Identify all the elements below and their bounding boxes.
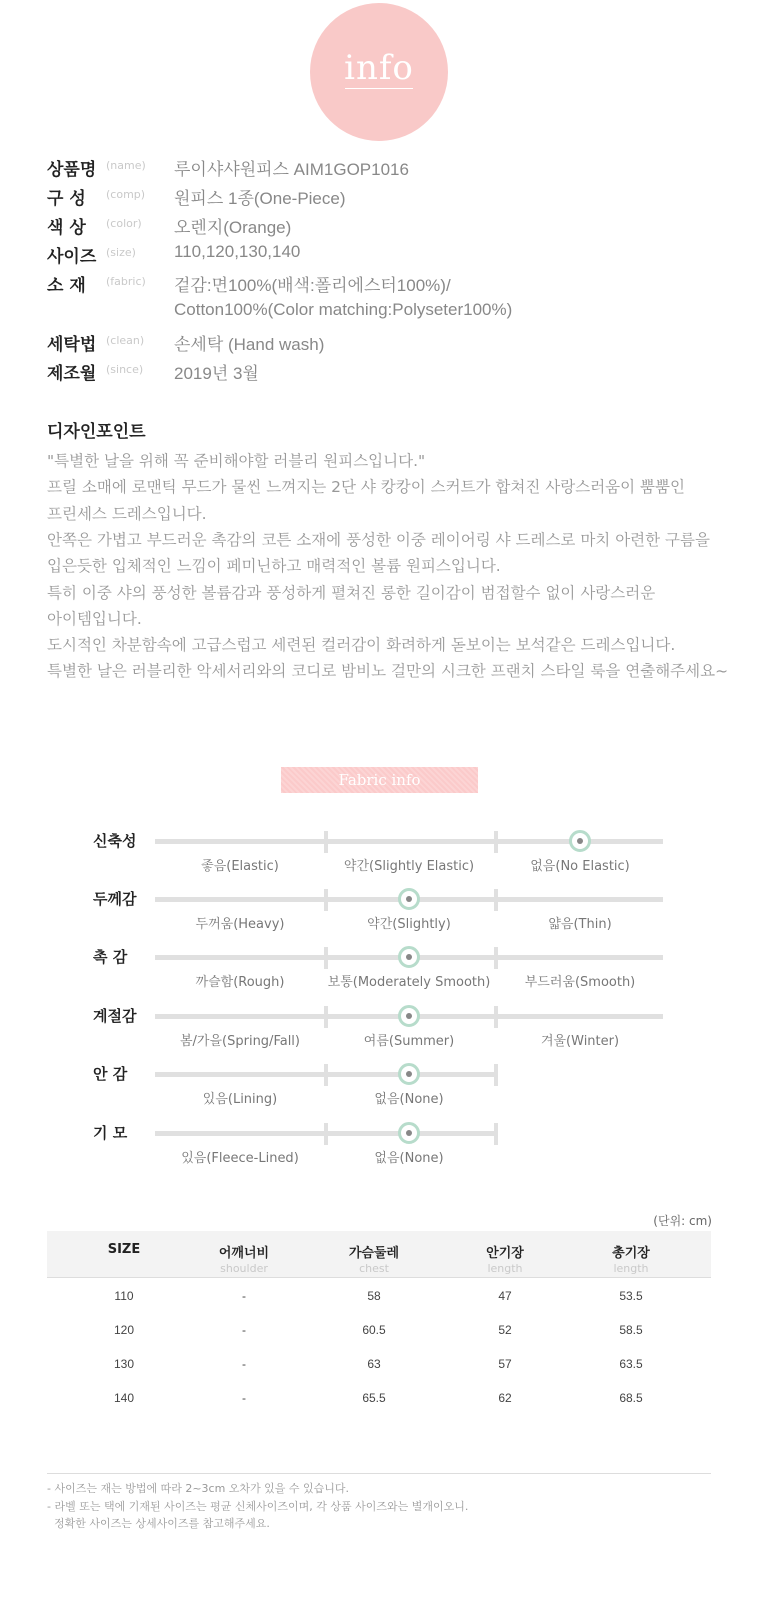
spec-sub-label: (clean) — [106, 334, 145, 347]
fabric-tick — [494, 889, 498, 911]
spec-value: 겉감:면100%(배색:폴리에스터100%)/ — [174, 276, 451, 295]
size-table-header-cell — [59, 1242, 189, 1257]
fabric-option: 보통(Moderately Smooth) — [327, 975, 491, 990]
header-label: 안기장 — [486, 1246, 524, 1261]
design-point-line: 입은듯한 입체적인 느낌이 페미닌하고 매력적인 볼륨 원피스입니다. — [47, 557, 501, 576]
table-cell: 58.5 — [619, 1323, 643, 1337]
header-label: 어깨너비 — [218, 1246, 270, 1261]
table-cell: - — [242, 1289, 246, 1303]
table-cell: - — [242, 1323, 246, 1337]
size-note: - 라벨 또는 택에 기재된 사이즈는 평균 신체사이즈이며, 각 상품 사이즈와는 별개이오니. — [47, 1499, 469, 1513]
spec-value: 110,120,130,140 — [174, 242, 301, 261]
fabric-tick — [324, 1006, 328, 1028]
table-cell: 63 — [367, 1357, 381, 1371]
header-sub-label: length — [487, 1262, 523, 1275]
spec-label: 사이즈 — [47, 247, 97, 267]
fabric-option: 좋음(Elastic) — [201, 859, 279, 874]
table-cell: 130 — [113, 1357, 135, 1371]
spec-value: 2019년 3월 — [174, 364, 259, 383]
spec-sub-label: (comp) — [106, 188, 146, 201]
header-sub-label: chest — [359, 1262, 389, 1275]
design-point-line: 특별한 날은 러블리한 악세서리와의 코디로 밤비노 걸만의 시크한 프랜치 스타일 룩을 연출해주세요~ — [47, 662, 729, 681]
table-cell: 53.5 — [619, 1289, 643, 1303]
spec-label: 색 상 — [47, 218, 86, 238]
fabric-option: 있음(Fleece-Lined) — [181, 1151, 299, 1166]
fabric-tick — [494, 1064, 498, 1086]
spec-sub-label: (fabric) — [106, 275, 146, 288]
header-label: 가슴둘레 — [348, 1246, 400, 1261]
table-cell: 65.5 — [362, 1391, 386, 1405]
design-point-line: 프린세스 드레스입니다. — [47, 504, 207, 523]
fabric-tick — [494, 831, 498, 853]
table-cell: 57 — [498, 1357, 512, 1371]
fabric-tick — [494, 947, 498, 969]
size-note: 정확한 사이즈는 상세사이즈를 참고해주세요. — [47, 1517, 270, 1530]
size-table-header-cell — [566, 1242, 696, 1275]
spec-label: 구 성 — [47, 189, 86, 209]
fabric-option: 약간(Slightly) — [367, 917, 451, 932]
spec-label: 제조월 — [47, 364, 97, 384]
design-point-line: "특별한 날을 위해 꼭 준비해야할 러블리 원피스입니다." — [47, 452, 426, 470]
spec-sub-label: (since) — [106, 363, 144, 376]
fabric-indicator — [398, 1063, 420, 1085]
fabric-tick — [324, 947, 328, 969]
table-cell: 63.5 — [619, 1357, 643, 1371]
table-cell: 47 — [498, 1289, 512, 1303]
fabric-indicator — [569, 830, 591, 852]
fabric-label: 두께감 — [93, 890, 137, 908]
spec-value-continued: Cotton100%(Color matching:Polyseter100%) — [174, 300, 513, 319]
header-sub-label: length — [613, 1262, 649, 1275]
fabric-option: 봄/가을(Spring/Fall) — [179, 1034, 300, 1049]
spec-label: 소 재 — [47, 276, 86, 296]
spec-value: 손세탁 (Hand wash) — [174, 335, 325, 354]
fabric-indicator — [398, 1005, 420, 1027]
spec-sub-label: (name) — [106, 159, 146, 172]
info-underline — [345, 88, 413, 89]
fabric-option: 없음(None) — [374, 1092, 444, 1107]
fabric-label: 안 감 — [93, 1065, 128, 1083]
fabric-info-title: Fabric info — [338, 771, 421, 789]
fabric-label: 기 모 — [93, 1124, 128, 1142]
spec-sub-label: (size) — [106, 246, 136, 259]
fabric-indicator — [398, 888, 420, 910]
spec-value: 오렌지(Orange) — [174, 218, 292, 237]
fabric-option: 부드러움(Smooth) — [524, 975, 636, 990]
spec-label: 상품명 — [47, 160, 97, 180]
design-point-line: 프릴 소매에 로맨틱 무드가 물씬 느껴지는 2단 샤 캉캉이 스커트가 합쳐진 사랑스러움이 뿜뿜인 — [47, 478, 685, 497]
fabric-option: 얇음(Thin) — [548, 917, 612, 932]
fabric-tick — [324, 1064, 328, 1086]
info-title: info — [344, 48, 414, 88]
fabric-indicator — [398, 946, 420, 968]
fabric-option: 없음(None) — [374, 1151, 444, 1166]
size-unit: (단위: cm) — [653, 1214, 712, 1228]
spec-label: 세탁법 — [47, 335, 97, 355]
fabric-label: 신축성 — [93, 832, 137, 850]
size-table-header-cell — [440, 1242, 570, 1275]
fabric-tick — [324, 889, 328, 911]
fabric-option: 여름(Summer) — [363, 1034, 455, 1049]
fabric-label: 계절감 — [93, 1007, 137, 1025]
fabric-option: 있음(Lining) — [202, 1092, 278, 1107]
fabric-tick — [494, 1123, 498, 1145]
design-point-line: 안쪽은 가볍고 부드러운 촉감의 코튼 소재에 풍성한 이중 레이어링 샤 드레스로 마치 아련한 구름을 — [47, 530, 710, 549]
design-point-line: 도시적인 차분함속에 고급스럽고 세련된 컬러감이 화려하게 돋보이는 보석같은 드레스입니다. — [47, 636, 676, 655]
divider — [47, 1277, 711, 1278]
size-table-header-cell — [179, 1242, 309, 1275]
size-table-header-cell — [309, 1242, 439, 1275]
design-point-line: 특히 이중 샤의 풍성한 볼륨감과 풍성하게 펼쳐진 롱한 길이감이 범접할수 없이 사랑스러운 — [47, 583, 656, 602]
design-point-title: 디자인포인트 — [47, 422, 146, 442]
fabric-option: 까슬함(Rough) — [195, 975, 285, 990]
table-cell: - — [242, 1391, 246, 1405]
table-cell: 62 — [498, 1391, 512, 1405]
table-cell: - — [242, 1357, 246, 1371]
fabric-tick — [324, 1123, 328, 1145]
fabric-tick — [324, 831, 328, 853]
design-point-line: 아이템입니다. — [47, 609, 142, 628]
size-note: - 사이즈는 재는 방법에 따라 2~3cm 오차가 있을 수 있습니다. — [47, 1482, 350, 1495]
fabric-option: 약간(Slightly Elastic) — [343, 859, 475, 874]
fabric-label: 촉 감 — [93, 948, 128, 966]
spec-sub-label: (color) — [106, 217, 142, 230]
table-cell: 58 — [367, 1289, 381, 1303]
spec-value: 루이샤샤원피스 AIM1GOP1016 — [174, 160, 409, 179]
table-cell: 52 — [498, 1323, 512, 1337]
fabric-indicator — [398, 1122, 420, 1144]
fabric-option: 두꺼움(Heavy) — [195, 917, 285, 932]
header-label: SIZE — [107, 1242, 141, 1257]
fabric-option: 없음(No Elastic) — [530, 859, 630, 874]
header-label: 총기장 — [612, 1246, 650, 1261]
fabric-option: 겨울(Winter) — [540, 1034, 620, 1049]
header-sub-label: shoulder — [220, 1262, 268, 1275]
divider — [47, 1473, 711, 1474]
table-cell: 110 — [114, 1289, 134, 1303]
table-cell: 68.5 — [619, 1391, 643, 1405]
spec-value: 원피스 1종(One-Piece) — [174, 189, 346, 208]
table-cell: 60.5 — [362, 1323, 386, 1337]
table-cell: 120 — [113, 1323, 135, 1337]
fabric-tick — [494, 1006, 498, 1028]
table-cell: 140 — [113, 1391, 135, 1405]
